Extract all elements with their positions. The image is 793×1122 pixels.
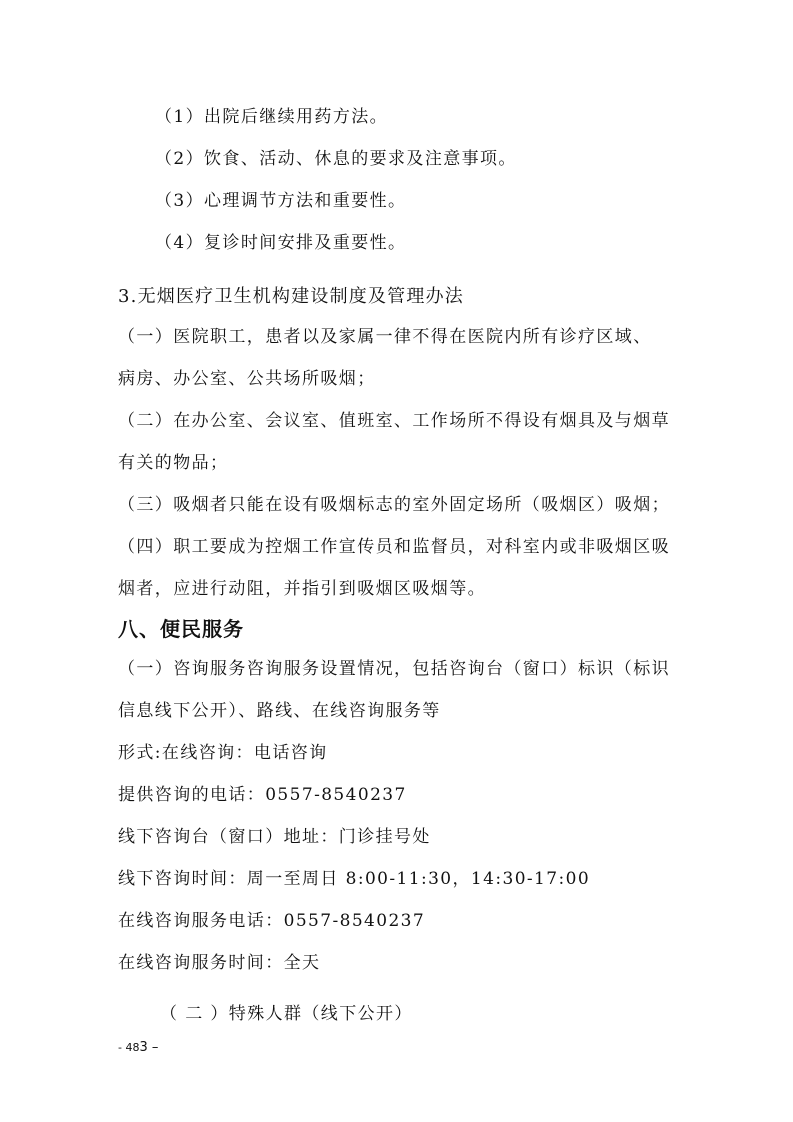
service-line-6: 线下咨询时间：周一至周日 8:00-11:30，14:30-17:00: [118, 869, 591, 889]
service-line-1: （一）咨询服务咨询服务设置情况，包括咨询台（窗口）标识（标识: [118, 659, 670, 679]
discharge-item-4: （4）复诊时间安排及重要性。: [155, 233, 407, 253]
smoke-free-line-6: （四）职工要成为控烟工作宣传员和监督员，对科室内或非吸烟区吸: [118, 537, 670, 557]
smoke-free-line-3: （二）在办公室、会议室、值班室、工作场所不得设有烟具及与烟草: [118, 411, 670, 431]
special-group-heading: （ 二 ）特殊人群（线下公开）: [160, 1004, 413, 1024]
page-number: [118, 1040, 158, 1056]
service-line-5: 线下咨询台（窗口）地址：门诊挂号处: [118, 827, 431, 847]
smoke-free-heading: 3.无烟医疗卫生机构建设制度及管理办法: [118, 286, 464, 307]
discharge-item-1: （1）出院后继续用药方法。: [155, 107, 389, 127]
smoke-free-line-5: （三）吸烟者只能在设有吸烟标志的室外固定场所（吸烟区）吸烟；: [118, 495, 670, 515]
smoke-free-line-2: 病房、办公室、公共场所吸烟；: [118, 369, 376, 389]
discharge-item-3: （3）心理调节方法和重要性。: [155, 191, 407, 211]
service-line-2: 信息线下公开）、路线、在线咨询服务等: [118, 701, 441, 721]
service-line-7: 在线咨询服务电话：0557-8540237: [118, 911, 426, 931]
service-line-8: 在线咨询服务时间：全天: [118, 953, 321, 973]
smoke-free-line-1: （一）医院职工，患者以及家属一律不得在医院内所有诊疗区域、: [118, 327, 652, 347]
smoke-free-line-7: 烟者，应进行动阻，并指引到吸烟区吸烟等。: [118, 579, 486, 599]
smoke-free-line-4: 有关的物品；: [118, 453, 229, 473]
section-title: 八、便民服务: [118, 617, 244, 641]
discharge-item-2: （2）饮食、活动、休息的要求及注意事项。: [155, 149, 517, 169]
service-line-4: 提供咨询的电话：0557-8540237: [118, 785, 407, 805]
service-line-3: 形式:在线咨询：电话咨询: [118, 743, 328, 763]
page-number-prefix: - 48: [118, 1041, 140, 1054]
page-number-suffix: 3 –: [139, 1040, 159, 1055]
